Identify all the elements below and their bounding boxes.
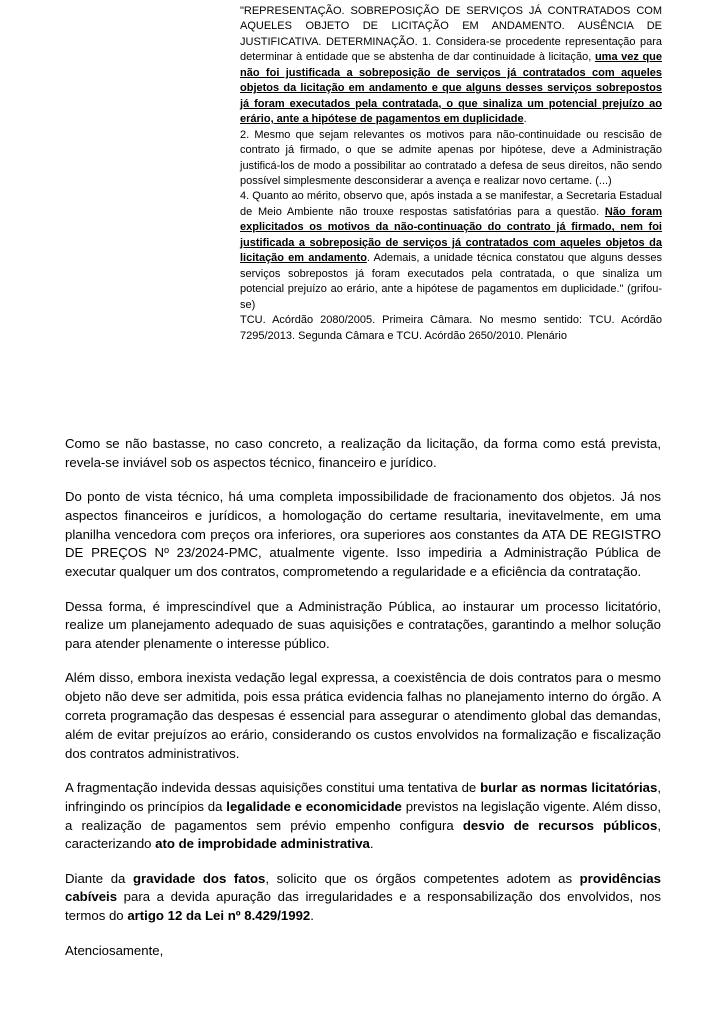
- quote-paragraph-item-2: 2. Mesmo que sejam relevantes os motivos para não-continuidade ou rescisão de contrato já firmado, o que se admite apenas por hipótese, deve a Administração justificá-los de modo a possibilitar ao contratado a defesa de seus direitos, não sendo possível simplesmente desconsiderar a avença e realizar novo certame. (...): [240, 128, 662, 187]
- body-paragraph-3: Dessa forma, é imprescindível que a Administração Pública, ao instaurar um processo licitatório, realize um planejamento adequado de suas aquisições e contratações, garantindo a melhor solução para atender plenamente o interesse público.: [65, 598, 661, 652]
- body-paragraph-4: Além disso, embora inexista vedação legal expressa, a coexistência de dois contratos para o mesmo objeto não deve ser admitida, pois essa prática evidencia falhas no planejamento interno do órgão. A correta programação das despesas é essencial para assegurar o atendimento global das demandas, além de evitar prejuízos ao erário, considerando os custos envolvidos na formalização e fiscalização dos contratos administrativos.: [65, 670, 661, 761]
- quote-paragraph-item-4: 4. Quanto ao mérito, observo que, após instada a se manifestar, a Secretaria Estadual de Meio Ambiente não trouxe respostas satisfatórias para a questão. Não foram explicitados os motivos da não-continuação do contrato já firmado, nem foi justificada a sobreposição de serviços já contratados com aqueles objetos da licitação em andamento. Ademais, a unidade técnica constatou que alguns desses serviços sobrepostos já foram executados pela contratada, o que sinaliza um potencial prejuízo ao erário, ante a hipótese de pagamentos em duplicidade." (grifou-se): [240, 190, 662, 311]
- letter-body: [65, 435, 661, 976]
- closing-salutation: Atenciosamente,: [65, 942, 164, 958]
- body-paragraph-1: Como se não bastasse, no caso concreto, a realização da licitação, da forma como está prevista, revela-se inviável sob os aspectos técnico, financeiro e jurídico.: [65, 436, 661, 470]
- quote-paragraph-headnote: "REPRESENTAÇÃO. SOBREPOSIÇÃO DE SERVIÇOS JÁ CONTRATADOS COM AQUELES OBJETO DE LICITAÇÃO EM ANDAMENTO. AUSÊNCIA DE JUSTIFICATIVA. DETERMINAÇÃO. 1. Considera-se procedente representação para determinar à entidade que se abstenha de dar continuidade à licitação, uma vez que não foi justificada a sobreposição de serviços já contratados com aqueles objetos da licitação em andamento e que alguns desses serviços sobrepostos já foram executados pela contratada, o que sinaliza um potencial prejuízo ao erário, ante a hipótese de pagamentos em duplicidade.: [240, 5, 663, 126]
- body-paragraph-6: Diante da gravidade dos fatos, solicito que os órgãos competentes adotem as providências cabíveis para a devida apuração das irregularidades e a responsabilização dos envolvidos, nos termos do artigo 12 da Lei nº 8.429/1992.: [65, 870, 661, 924]
- jurisprudence-quote-block: [240, 4, 662, 344]
- body-paragraph-2: Do ponto de vista técnico, há uma completa impossibilidade de fracionamento dos objetos. Já nos aspectos financeiros e jurídicos, a homologação do certame resultaria, inevitavelmente, em uma planilha vencedora com preços ora inferiores, ora superiores aos constantes da ATA DE REGISTRO DE PREÇOS Nº 23/2024-PMC, atualmente vigente. Isso impediria a Administração Pública de executar qualquer um dos contratos, comprometendo a regularidade e a eficiência da contratação.: [65, 489, 661, 580]
- body-paragraph-5: A fragmentação indevida dessas aquisições constitui uma tentativa de burlar as normas licitatórias, infringindo os princípios da legalidade e economicidade previstos na legislação vigente. Além disso, a realização de pagamentos sem prévio empenho configura desvio de recursos públicos, caracterizando ato de improbidade administrativa.: [65, 779, 661, 852]
- quote-citation-reference: TCU. Acórdão 2080/2005. Primeira Câmara. No mesmo sentido: TCU. Acórdão 7295/2013. Segunda Câmara e TCU. Acórdão 2650/2010. Plenário: [240, 314, 662, 342]
